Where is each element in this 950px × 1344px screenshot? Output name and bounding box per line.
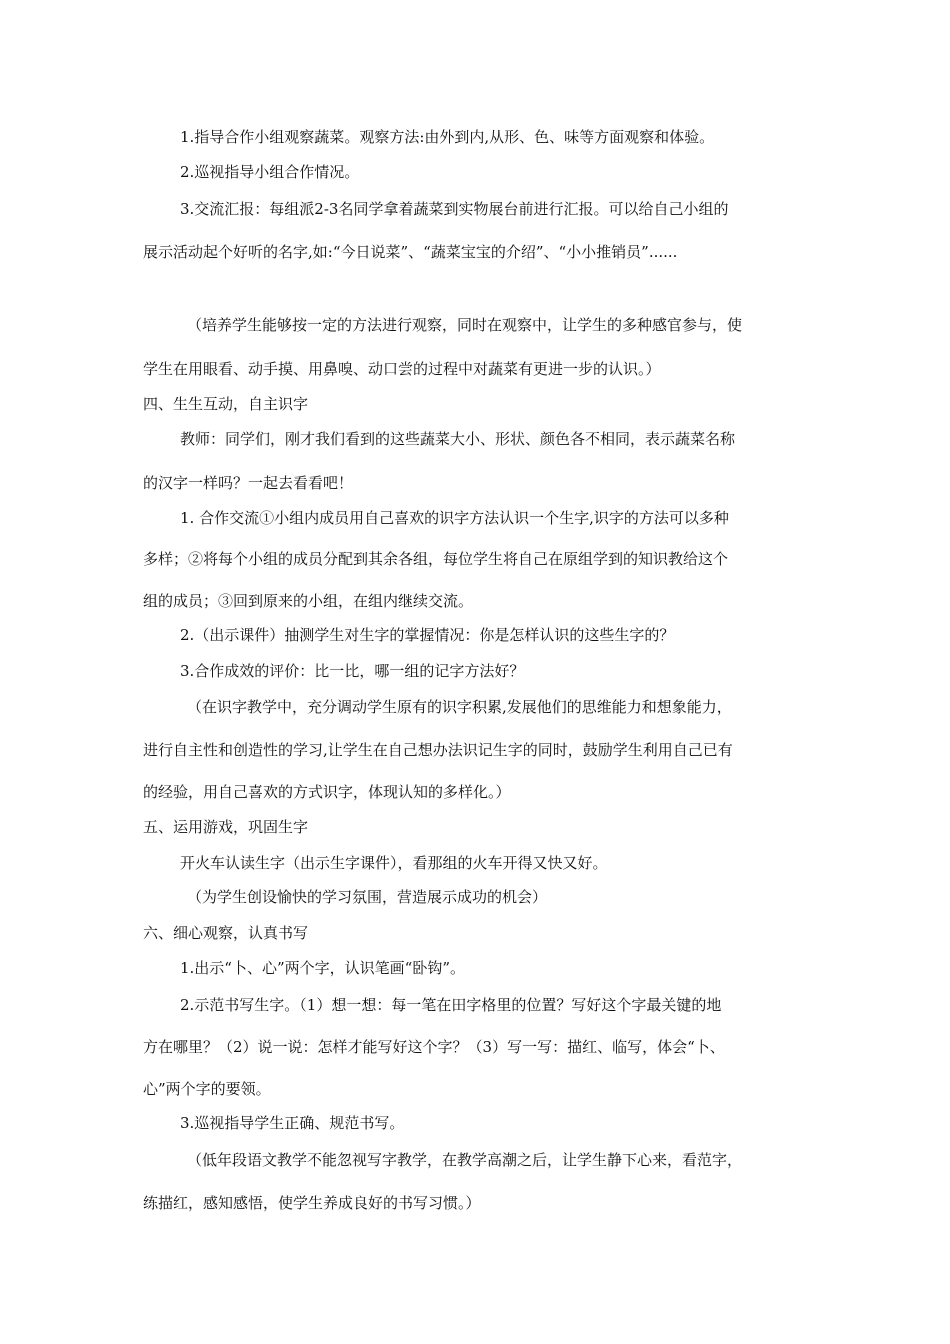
text-line: 2.巡视指导小组合作情况。 [180,163,360,181]
text-line: 1. 合作交流①小组内成员用自己喜欢的识字方法认识一个生字,识字的方法可以多种 [180,509,729,527]
text-line: （低年段语文教学不能忽视写字教学，在教学高潮之后，让学生静下心来，看范字， [187,1151,743,1169]
text-line: 1.出示“卜、心”两个字，认识笔画“卧钩”。 [180,959,465,977]
text-line: 3.巡视指导学生正确、规范书写。 [180,1114,405,1132]
text-line: 组的成员；③回到原来的小组，在组内继续交流。 [143,592,474,610]
text-line: 的汉字一样吗？一起去看看吧！ [143,474,354,492]
text-line: 3.合作成效的评价：比一比，哪一组的记字方法好？ [180,662,525,680]
text-line: 展示活动起个好听的名字,如:“今日说菜”、“蔬菜宝宝的介绍”、“小小推销员”...... [143,243,678,261]
text-line: 教师：同学们，刚才我们看到的这些蔬菜大小、形状、颜色各不相同，表示蔬菜名称 [180,430,736,448]
section-heading: 六、细心观察，认真书写 [143,924,309,942]
section-heading: 五、运用游戏，巩固生字 [143,818,309,836]
text-line: 学生在用眼看、动手摸、用鼻嗅、动口尝的过程中对蔬菜有更进一步的认识。） [143,360,661,378]
text-line: 多样；②将每个小组的成员分配到其余各组，每位学生将自己在原组学到的知识教给这个 [143,550,729,568]
text-line: 的经验，用自己喜欢的方式识字，体现认知的多样化。） [143,783,511,801]
text-line: 练描红，感知感悟，使学生养成良好的书写习惯。） [143,1194,481,1212]
text-line: 1.指导合作小组观察蔬菜。观察方法:由外到内,从形、色、味等方面观察和体验。 [180,128,715,146]
text-line: 心”两个字的要领。 [143,1080,271,1098]
text-line: （为学生创设愉快的学习氛围，营造展示成功的机会） [187,888,548,906]
text-line: 2.示范书写生字。（1）想一想：每一笔在田字格里的位置？写好这个字最关键的地 [180,996,722,1014]
text-line: 方在哪里？（2）说一说：怎样才能写好这个字？（3）写一写：描红、临写，体会“卜、 [143,1038,725,1056]
text-line: 3.交流汇报：每组派2-3名同学拿着蔬菜到实物展台前进行汇报。可以给自己小组的 [180,200,729,218]
section-heading: 四、生生互动，自主识字 [143,395,309,413]
text-line: 开火车认读生字（出示生字课件），看那组的火车开得又快又好。 [180,854,608,872]
text-line: （培养学生能够按一定的方法进行观察，同时在观察中，让学生的多种感官参与，使 [187,316,743,334]
text-line: 2.（出示课件）抽测学生对生字的掌握情况：你是怎样认识的这些生字的？ [180,626,675,644]
text-line: 进行自主性和创造性的学习,让学生在自己想办法识记生字的同时，鼓励学生利用自己已有 [143,741,733,759]
text-line: （在识字教学中，充分调动学生原有的识字积累,发展他们的思维能力和想象能力， [187,698,732,716]
